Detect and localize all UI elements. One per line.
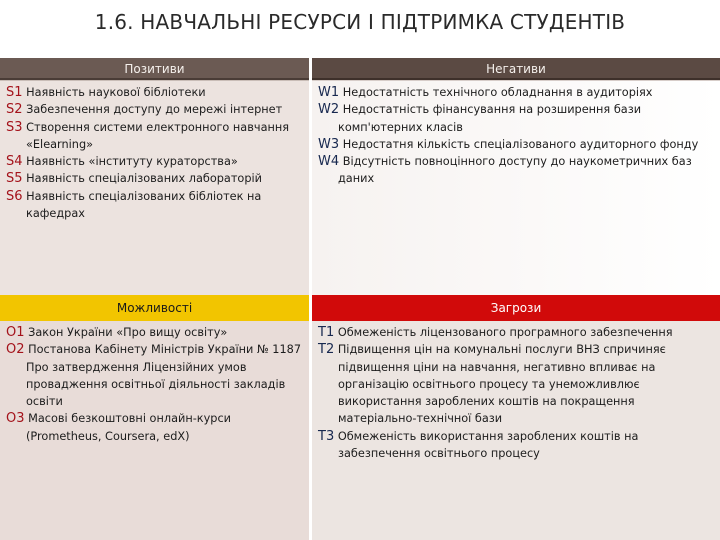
item-text: Недостатність технічного обладнання в аудиторіях (342, 86, 653, 99)
item-text: Обмеженість ліцензованого програмного забезпечення (337, 326, 673, 339)
strength-item (6, 188, 305, 223)
opportunity-item (6, 324, 305, 341)
item-text: Забезпечення доступу до мережі інтернет (26, 103, 283, 117)
column-divider (309, 58, 312, 540)
strengths-cell (0, 80, 309, 295)
item-code: O2 (6, 342, 25, 358)
item-text: Обмеженість використання зароблених коштів на забезпечення освітнього процесу (337, 429, 639, 461)
opportunity-item (6, 341, 305, 410)
weakness-item (318, 136, 716, 153)
item-code: O1 (6, 325, 25, 340)
swot-table (0, 58, 720, 540)
item-code: T1 (318, 325, 335, 340)
opportunities-header: Можливості (0, 295, 309, 321)
threat-item (318, 341, 716, 427)
weaknesses-cell (312, 80, 720, 295)
item-text: Недостатність фінансування на розширення бази комп'ютерних класів (338, 103, 642, 134)
opportunities-cell (0, 321, 309, 540)
item-code: W1 (318, 85, 340, 100)
item-text: Наявність наукової бібліотеки (26, 86, 206, 99)
item-code: S4 (6, 154, 23, 170)
opportunity-item (6, 410, 305, 445)
item-text: Наявність спеціалізованих бібліотек на кафедрах (26, 189, 262, 221)
item-code: S6 (6, 188, 23, 204)
weakness-item (318, 101, 716, 136)
item-code: S2 (6, 102, 23, 118)
item-text: Створення системи електронного навчання «Elearning» (26, 120, 290, 151)
threats-cell (312, 321, 720, 540)
threat-item (318, 324, 716, 341)
weaknesses-header: Негативи (312, 58, 720, 80)
item-code: S1 (6, 85, 23, 100)
item-code: S3 (6, 119, 23, 135)
item-code: O3 (6, 411, 25, 427)
item-code: W2 (318, 102, 340, 118)
item-code: T2 (318, 342, 335, 358)
item-code: S5 (6, 171, 23, 187)
slide-title: 1.6. НАВЧАЛЬНІ РЕСУРСИ І ПІДТРИМКА СТУДЕНТІВ (94, 10, 626, 34)
strength-item (6, 119, 305, 154)
strengths-header: Позитиви (0, 58, 309, 80)
weakness-item (318, 153, 716, 188)
strength-item (6, 101, 305, 118)
threat-item (318, 428, 716, 463)
strength-item (6, 84, 305, 101)
strength-item (6, 153, 305, 170)
item-code: W4 (318, 154, 340, 170)
item-text: Відсутність повноцінного доступу до наукометричних баз даних (338, 155, 692, 186)
weakness-item (318, 84, 716, 101)
item-text: Масові безкоштовні онлайн-курси (Prometheus, Coursera, edX) (26, 412, 232, 443)
item-text: Недостатня кількість спеціалізованого аудиторного фонду (342, 137, 699, 151)
item-code: T3 (318, 428, 335, 444)
item-text: Наявність «інституту кураторства» (26, 155, 238, 169)
item-text: Закон України «Про вищу освіту» (28, 326, 228, 339)
item-text: Наявність спеціалізованих лабораторій (26, 172, 262, 186)
item-code: W3 (318, 136, 340, 152)
item-text: Постанова Кабінету Міністрів України № 1187 Про затвердження Ліцензійних умов провадження освітньої діяльності закладів освіти (26, 343, 302, 409)
threats-header: Загрози (312, 295, 720, 321)
strength-item (6, 170, 305, 187)
item-text: Підвищення цін на комунальні послуги ВНЗ спричиняє підвищення ціни на навчання, негативно впливає на організацію освітнього процесу та унеможливлює використання зароблених коштів на покращення матеріально-технічної бази (337, 343, 666, 426)
